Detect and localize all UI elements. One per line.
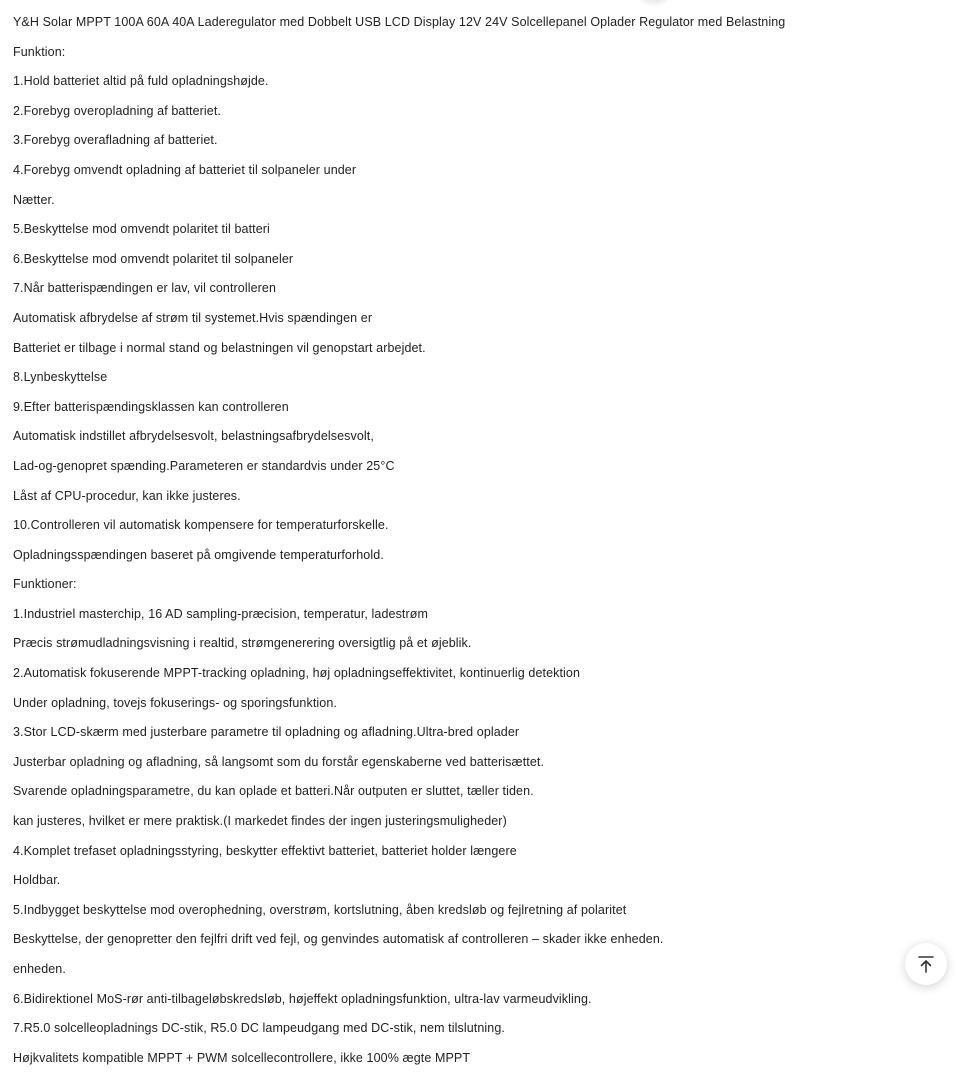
description-line: 5.Indbygget beskyttelse mod overophedning, overstrøm, kortslutning, åben kredsløb og fejlretning af polaritet [13,902,627,917]
description-line: Justerbar opladning og afladning, så langsomt som du forstår egenskaberne ved batterisættet. [13,754,545,769]
description-line: 4.Forebyg omvendt opladning af batteriet til solpaneler under [13,162,357,177]
description-line: Beskyttelse, der genopretter den fejlfri drift ved fejl, og genvindes automatisk af controlleren – skader ikke enheden. [13,932,664,947]
description-line: Præcis strømudladningsvisning i realtid, strømgenerering oversigtlig på et øjeblik. [13,636,472,651]
description-line: Højkvalitets kompatible MPPT + PWM solcellecontrollere, ikke 100% ægte MPPT [13,1050,471,1065]
description-line: 5.Beskyttelse mod omvendt polaritet til batteri [13,222,270,237]
description-line: 10.Controlleren vil automatisk kompensere for temperaturforskelle. [13,518,389,533]
description-line: 1.Hold batteriet altid på fuld opladningshøjde. [13,74,269,89]
description-line: 2.Forebyg overopladning af batteriet. [13,103,221,118]
description-line: Under opladning, tovejs fokuserings- og sporingsfunktion. [13,695,337,710]
description-line: 1.Industriel masterchip, 16 AD sampling-præcision, temperatur, ladestrøm [13,606,429,621]
description-line: 6.Beskyttelse mod omvendt polaritet til solpaneler [13,251,294,266]
description-line: 7.Når batterispændingen er lav, vil controlleren [13,281,277,296]
description-line: Nætter. [13,192,55,207]
description-line: kan justeres, hvilket er mere praktisk.(I markedet findes der ingen justeringsmuligheder) [13,814,507,829]
scroll-edge-shadow [641,0,667,4]
description-line: 7.R5.0 solcelleopladnings DC-stik, R5.0 DC lampeudgang med DC-stik, nem tilslutning. [13,1021,505,1036]
description-line: Batteriet er tilbage i normal stand og belastningen vil genopstart arbejdet. [13,340,426,355]
description-line: 9.Efter batterispændingsklassen kan controlleren [13,399,289,414]
description-line: Låst af CPU-procedur, kan ikke justeres. [13,488,241,503]
description-line: Funktion: [13,44,66,59]
product-description [13,14,920,1075]
back-to-top-button[interactable] [905,943,947,985]
description-lines [13,44,920,1075]
description-line: 2.Automatisk fokuserende MPPT-tracking opladning, høj opladningseffektivitet, kontinuerlig detektion [13,666,581,681]
description-line: Lad-og-genopret spænding.Parameteren er standardvis under 25°C [13,458,395,473]
description-line: enheden. [13,962,66,976]
description-line: 3.Forebyg overafladning af batteriet. [13,133,218,148]
description-line: Svarende opladningsparametre, du kan oplade et batteri.Når outputen er sluttet, tæller tiden. [13,784,534,799]
description-line: Funktioner: [13,577,77,592]
description-line: Automatisk indstillet afbrydelsesvolt, belastningsafbrydelsesvolt, [13,429,374,444]
description-line: 6.Bidirektionel MoS-rør anti-tilbageløbskredsløb, højeffekt opladningsfunktion, ultra-lav varmeudvikling. [13,991,592,1006]
description-line: 3.Stor LCD-skærm med justerbare parametre til opladning og afladning.Ultra-bred oplader [13,725,520,740]
description-line: Automatisk afbrydelse af strøm til systemet.Hvis spændingen er [13,310,373,325]
product-title: Y&H Solar MPPT 100A 60A 40A Laderegulator med Dobbelt USB LCD Display 12V 24V Solcellepanel Oplader Regulator med Belastning [13,15,786,29]
description-line: 8.Lynbeskyttelse [13,370,108,385]
description-line: Holdbar. [13,873,61,888]
description-line: Opladningsspændingen baseret på omgivende temperaturforhold. [13,547,384,562]
description-line: 4.Komplet trefaset opladningsstyring, beskytter effektivt batteriet, batteriet holder længere [13,843,517,858]
arrow-up-to-line-icon [917,955,935,973]
